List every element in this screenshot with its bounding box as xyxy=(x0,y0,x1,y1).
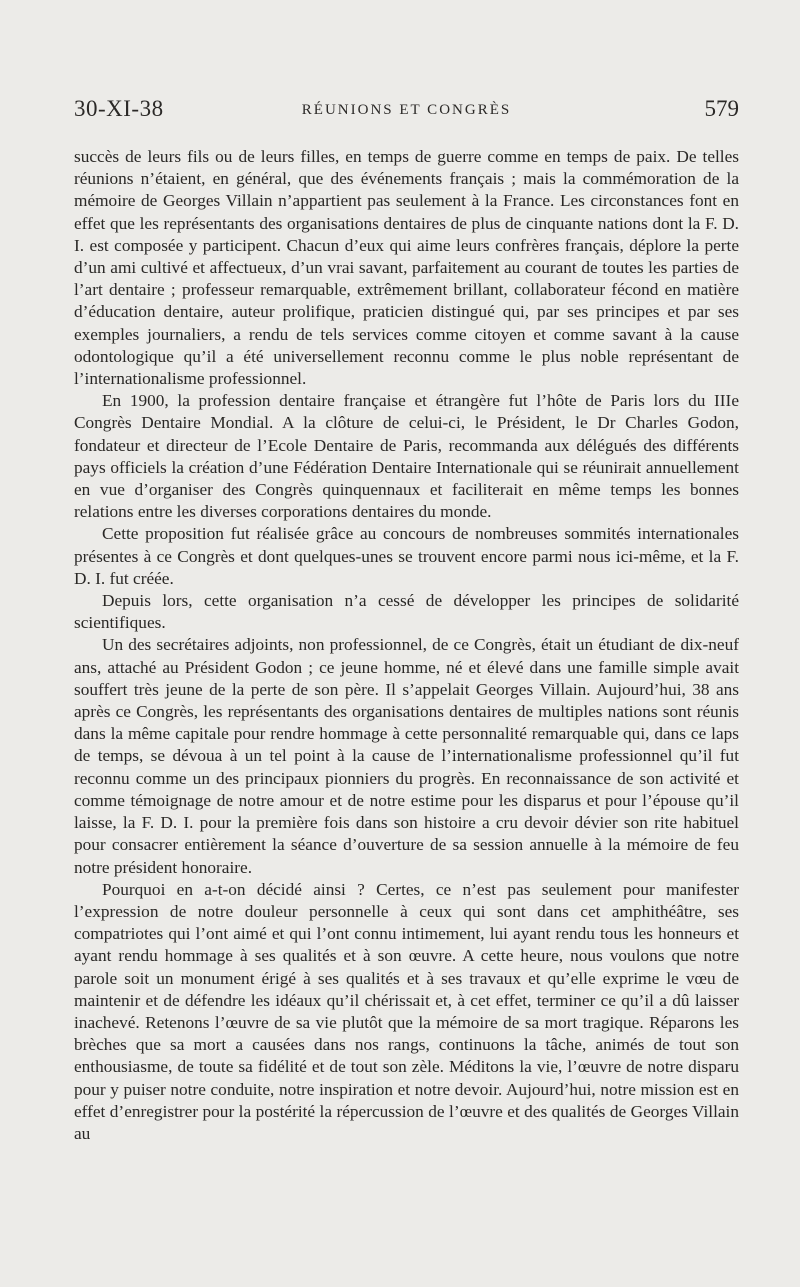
paragraph-2: En 1900, la profession dentaire française et étrangère fut l’hôte de Paris lors du IIIe Congrès Dentaire Mondial. A la clôture de celui-ci, le Président, le Dr Charles Godon, fondateur et directeur de l’Ecole Dentaire de Paris, recommanda aux délégués des différents pays officiels la création d’une Fédération Dentaire Internationale qui se réunirait annuellement en vue d’organiser des Congrès quinquennaux et faciliterait en même temps les bonnes relations entre les diverses corporations dentaires du monde. xyxy=(74,391,739,522)
paragraph-3: Cette proposition fut réalisée grâce au concours de nombreuses sommités internationales présentes à ce Congrès et dont quelques-unes se trouvent encore parmi nous ici-même, et la F. D. I. fut créée. xyxy=(74,524,739,588)
paragraph-1: succès de leurs fils ou de leurs filles, en temps de guerre comme en temps de paix. De telles réunions n’étaient, en général, que des événements français ; mais la commémoration de la mémoire de Georges Villain n’appartient pas seulement à la France. Les circonstances font en effet que les représentants des organisations dentaires de plus de cinquante nations dont la F. D. I. est composée y participent. Chacun d’eux qui aime leurs confrères français, déplore la perte d’un ami cultivé et affectueux, d’un vrai savant, parfaitement au courant de toutes les parties de l’art dentaire ; professeur remarquable, extrêmement brillant, collaborateur fécond en matière d’éducation dentaire, auteur prolifique, praticien distingué qui, par ses principes et par ses exemples journaliers, a rendu de tels services comme citoyen et comme savant à la cause odontologique qu’il a été universellement reconnu comme le plus noble représentant de l’internationalisme professionnel. xyxy=(74,147,739,389)
running-header xyxy=(74,96,739,132)
paragraph-6: Pourquoi en a-t-on décidé ainsi ? Certes, ce n’est pas seulement pour manifester l’expression de notre douleur personnelle à ceux qui sont dans cet amphithéâtre, ses compatriotes qui l’ont aimé et qui l’ont connu intimement, lui ayant rendu tous les honneurs et ayant rendu hommage à ses qualités et à son œuvre. A cette heure, nous voulons que notre parole soit un monument érigé à ses qualités et à ses travaux et qu’elle exprime le vœu de maintenir et de défendre les idéaux qu’il chérissait et, à cet effet, terminer ce qu’il a dû laisser inachevé. Retenons l’œuvre de sa vie plutôt que la mémoire de sa mort tragique. Réparons les brèches que sa mort a causées dans nos rangs, continuons la tâche, animés de tout son enthousiasme, de toute sa fidélité et de tout son zèle. Méditons la vie, l’œuvre de notre disparu pour y puiser notre conduite, notre inspiration et notre devoir. Aujourd’hui, notre mission est en effet d’enregistrer pour la postérité la répercussion de l’œuvre et des qualités de Georges Villain au xyxy=(74,879,739,1143)
paragraph-5: Un des secrétaires adjoints, non professionnel, de ce Congrès, était un étudiant de dix-neuf ans, attaché au Président Godon ; ce jeune homme, né et élevé dans une famille simple avait souffert très jeune de la perte de son père. Il s’appelait Georges Villain. Aujourd’hui, 38 ans après ce Congrès, les représentants des organisations dentaires de multiples nations sont réunis dans la même capitale pour rendre hommage à cette personnalité remarquable qui, dans ce laps de temps, se dévoua à un tel point à la cause de l’internationalisme professionnel qu’il fut reconnu comme un des principaux pionniers du progrès. En reconnaissance de son activité et comme témoignage de notre amour et de notre estime pour les disparus et pour l’épouse qu’il laisse, la F. D. I. pour la première fois dans son histoire a cru devoir dévier son rite habituel pour consacrer entièrement la séance d’ouverture de sa session annuelle à la mémoire de feu notre président honoraire. xyxy=(74,635,739,877)
header-date: 30-XI-38 xyxy=(74,96,164,121)
running-title: RÉUNIONS ET CONGRÈS xyxy=(301,102,512,118)
paragraph-4: Depuis lors, cette organisation n’a cessé de développer les principes de solidarité scientifiques. xyxy=(74,591,739,633)
body-text xyxy=(74,146,739,1145)
page-number: 579 xyxy=(704,96,739,121)
